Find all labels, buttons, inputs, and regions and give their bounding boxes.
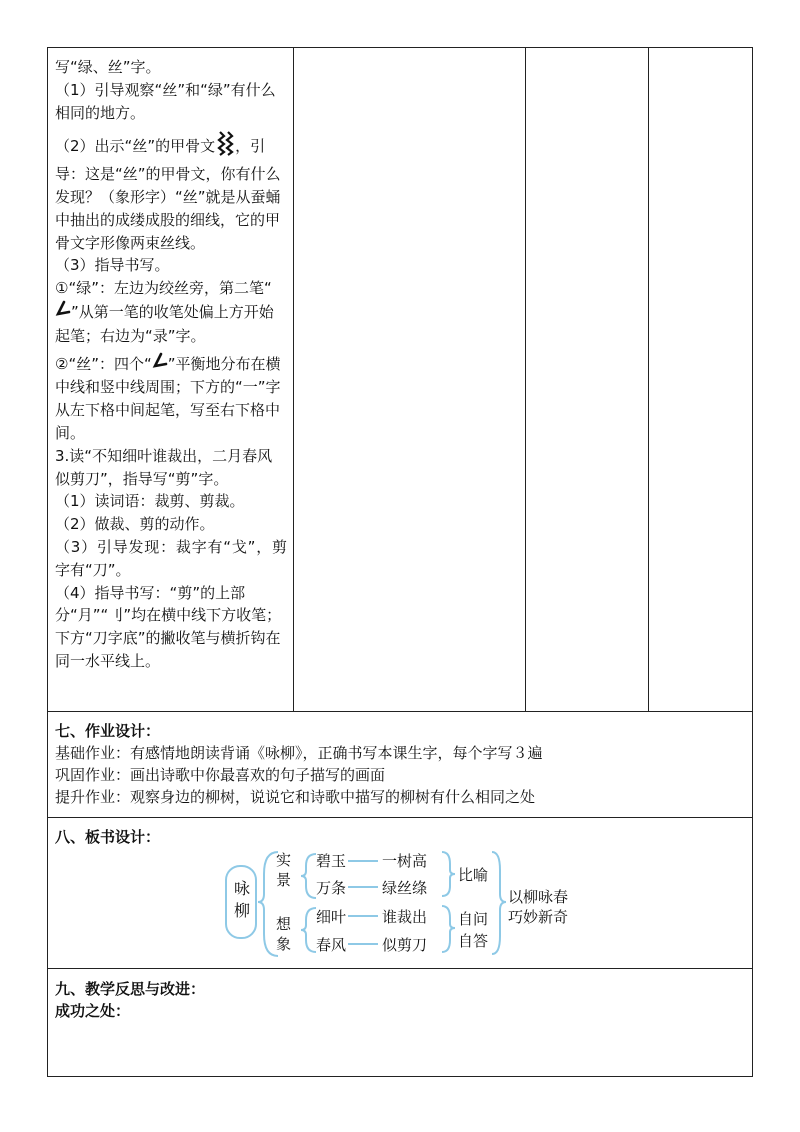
board-title: 八、板书设计： xyxy=(55,828,161,846)
stroke-pie-zhe-icon xyxy=(55,300,71,325)
summary-line-2: 巧妙新奇 xyxy=(508,908,569,926)
step-read-2: （2）做裁、剪的动作。 xyxy=(55,515,215,534)
real-2-left: 万条 xyxy=(316,879,347,897)
intro-line: 写“绿、丝”字。 xyxy=(55,58,161,76)
step-read: 3.读“不知细叶谁裁出，二月春风似剪刀”，指导写“剪”字。 xyxy=(55,446,273,488)
device-real: 比喻 xyxy=(458,866,489,884)
board-diagram xyxy=(220,844,600,962)
reflection-section xyxy=(55,978,745,1022)
table-border-left xyxy=(47,47,48,1077)
imagine-1-right: 谁裁出 xyxy=(382,908,428,926)
table-divider-reflection xyxy=(47,968,753,969)
main-brace xyxy=(258,852,278,956)
imagine-2-right: 似剪刀 xyxy=(382,936,428,954)
imagine-1-left: 细叶 xyxy=(316,908,347,926)
real-1-right: 一树高 xyxy=(382,852,428,870)
step-guide-writing: （3）指导书写。 xyxy=(55,256,170,275)
summary-line-1: 以柳咏春 xyxy=(508,888,569,906)
table-border-right xyxy=(752,47,753,1077)
homework-consolidate: 巩固作业：画出诗歌中你最喜欢的句子描写的画面 xyxy=(55,766,386,784)
homework-advanced: 提升作业：观察身边的柳树，说说它和诗歌中描写的柳树有什么相同之处 xyxy=(55,788,536,806)
stroke-pie-zhe-icon-2 xyxy=(152,352,168,377)
branch-imagine-label: 想象 xyxy=(276,915,292,953)
step-si: ②“丝”：四个“ ”平衡地分布在横中线和竖中线周围；下方的“一”字从左下格中间起笔，写至右下格中间。 xyxy=(55,352,287,445)
poem-title: 咏柳 xyxy=(234,879,251,920)
homework-section xyxy=(55,720,745,808)
summary-brace xyxy=(492,852,506,954)
step-read-1: （1）读词语：裁剪、剪裁。 xyxy=(55,492,245,511)
branch-real-label: 实景 xyxy=(276,851,292,889)
homework-basic: 基础作业：有感情地朗读背诵《咏柳》，正确书写本课生字，每个字写３遍 xyxy=(55,744,543,762)
table-border-bottom xyxy=(47,1076,753,1077)
board-section xyxy=(55,826,160,848)
real-2-right: 绿丝绦 xyxy=(382,879,428,897)
imagine-2-left: 春风 xyxy=(316,936,347,954)
reflection-title: 九、教学反思与改进： xyxy=(55,980,206,998)
column-divider-1 xyxy=(293,47,294,712)
teaching-steps-text xyxy=(55,56,287,673)
homework-title: 七、作业设计： xyxy=(55,722,161,740)
step-read-3: （3）引导发现：裁字有“戈”，剪字有“刀”。 xyxy=(55,537,287,579)
device-imagine: 自问自答 xyxy=(458,910,489,950)
column-divider-2 xyxy=(525,47,526,712)
device-brace-real xyxy=(442,852,455,896)
real-brace xyxy=(301,854,316,898)
real-1-left: 碧玉 xyxy=(316,852,347,870)
step-read-4: （4）指导书写：“剪”的上部分“月”“刂”均在横中线下方收笔；下方“刀字底”的撇收笔与横折钩在同一水平线上。 xyxy=(55,583,282,670)
step-oracle: （2）出示“丝”的甲骨文 ，引导：这是“丝”的甲骨文，你有什么发现？（象形字）“丝”就是从蚕蛹中抽出的成缕成股的细线，它的甲骨文字形像两束丝线。 xyxy=(55,130,287,254)
oracle-bone-si-icon xyxy=(215,130,235,163)
imagine-brace xyxy=(301,908,316,952)
device-brace-imagine xyxy=(442,906,455,952)
step-observe: （1）引导观察“丝”和“绿”有什么相同的地方。 xyxy=(55,80,276,122)
table-divider-board xyxy=(47,817,753,818)
step-lv: ①“绿”：左边为绞丝旁，第二笔“”从第一笔的收笔处偏上方开始起笔；右边为“录”字。 xyxy=(55,279,274,345)
column-divider-3 xyxy=(648,47,649,712)
reflection-success-label: 成功之处： xyxy=(55,1002,131,1020)
